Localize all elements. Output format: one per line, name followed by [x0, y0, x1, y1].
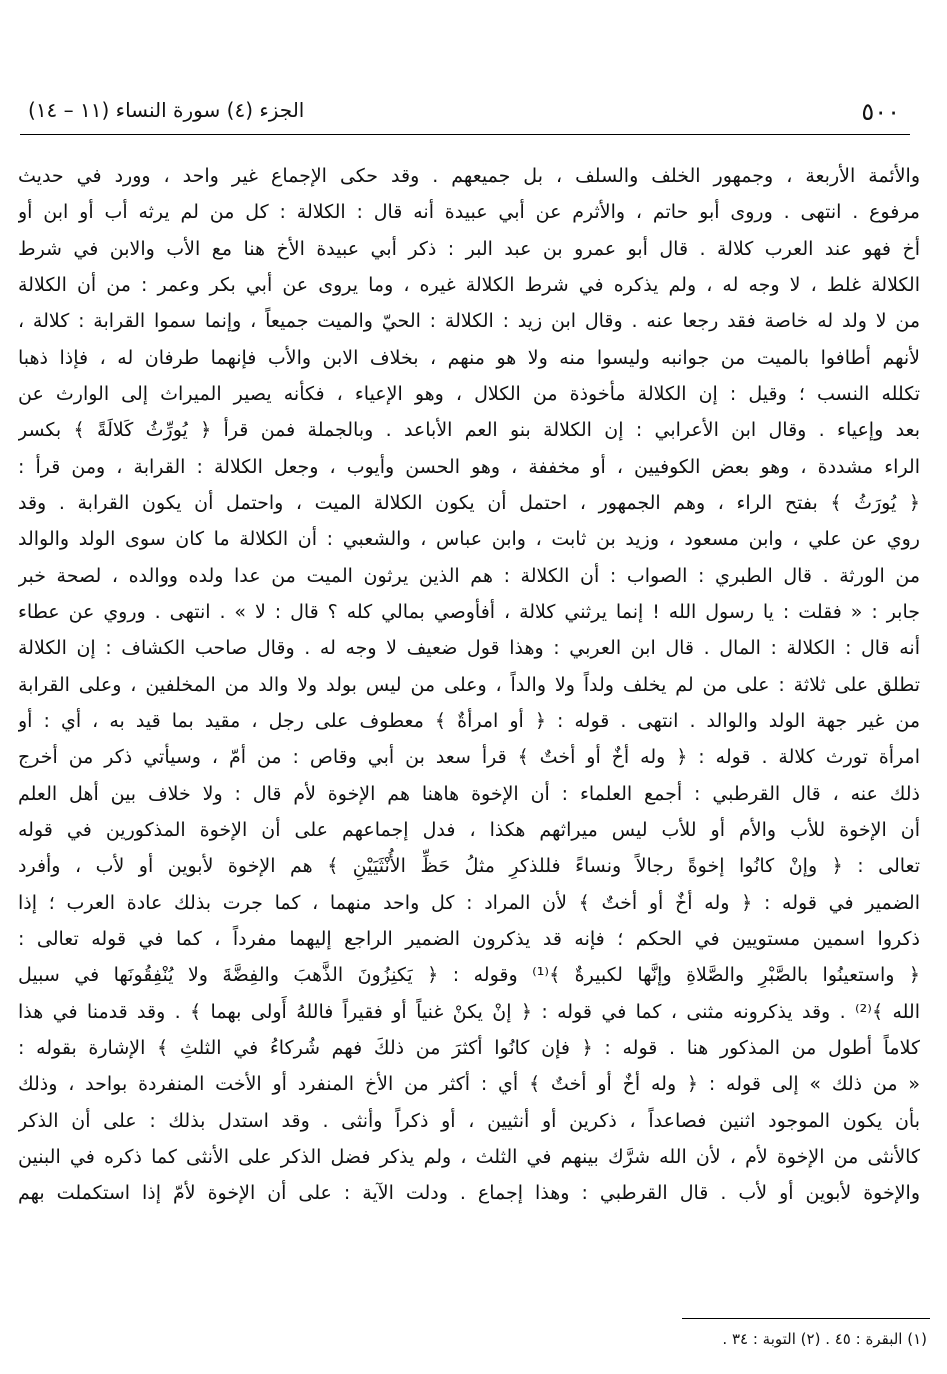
text-line: ذكروا اسمين مستويين في الحكم ؛ فإنه قد يذكرون الضمير الراجع إليهما مفرداً ، كما في قوله تعالى :: [18, 927, 920, 950]
text-line: جابر : « فقلت : يا رسول الله ! إنما يرثني كلالة ، أفأوصي بمالي كله ؟ قال : لا » . انتهى . وروي عن عطاء: [18, 600, 920, 623]
text-line: الضمير في قوله : ﴿ وله أخٌ أو أختٌ ﴾ لأن المراد : كل واحد منهما ، كما جرت بذلك عادة العرب ؛ إذا: [18, 891, 920, 914]
text-line: ﴿ يُورَثُ ﴾ بفتح الراء ، وهم الجمهور ، احتمل أن يكون الكلالة الميت ، واحتمل أن يكون القرابة . وقد: [18, 491, 920, 514]
page-number: ٥٠٠: [861, 98, 900, 126]
text-line: من لا ولد له خاصة فقد رجعا عنه . وقال ابن زيد : الكلالة : الحيّ والميت جميعاً ، وإنما سموا القرابة : كلالة ،: [18, 310, 920, 333]
text-line: من غير جهة الولد والوالد . انتهى . قوله : ﴿ أو امرأةٌ ﴾ معطوف على رجل ، مقيد بما قيد به ، أي : أو: [18, 709, 920, 732]
header-rule: [20, 134, 910, 135]
text-line: روي عن علي ، وابن مسعود ، وزيد بن ثابت ، وابن عباس ، والشعبي : أن الكلالة ما كان سوى الولد والوالد: [18, 528, 920, 551]
text-line: أنه قال : الكلالة : المال . قال ابن العربي : وهذا قول ضعيف لا وجه له . وقال صاحب الكشاف : إن الكلالة: [18, 637, 920, 660]
text-line: والأئمة الأربعة ، وجمهور الخلف والسلف ، بل جميعهم . وقد حكى الإجماع غير واحد ، وورد في حديث: [18, 165, 920, 187]
main-text: [18, 158, 920, 1212]
page-header: [20, 98, 910, 128]
text-line: تكلله النسب ؛ وقيل : إن الكلالة مأخوذة من الكلال ، وهو الإعياء ، فكأنه يصير الميراث إلى الوارث عن: [18, 382, 920, 405]
text-line: الراء مشددة ، وهو بعض الكوفيين ، أو مخففة ، وهو الحسن وأيوب ، وجعل الكلالة : القرابة ، ومن قرأ :: [18, 455, 920, 478]
text-line: بأن يكون الموجود اثنين فصاعداً ، ذكرين أو أنثيين ، أو ذكراً وأنثى . وقد استدل بذلك : على أن الذكر: [18, 1109, 920, 1132]
text-line: ذلك عنه ، قال القرطبي : أجمع العلماء : أن الإخوة هاهنا هم الإخوة لأم قال : ولا خلاف بين أهل العلم: [18, 782, 920, 805]
text-line: الله ﴾⁽²⁾ . وقد يذكرونه مثنى ، كما في قوله : ﴿ إنْ يكنْ غنياً أو فقيراً فاللهُ أَولى بهما ﴾ . وقد قدمنا في هذا: [18, 1000, 920, 1023]
text-line: كلاماً أطول من المذكور هنا . قوله : ﴿ فإن كانُوا أكثرَ من ذلكَ فهم شُركاءُ في الثلثِ ﴾ الإشارة بقوله :: [18, 1036, 920, 1059]
text-line: كالأنثى من الإخوة لأم ، لأن الله شرَّك بينهم في الثلث ، ولم يذكر فضل الذكر على الأنثى كما ذكره في البنين: [18, 1145, 920, 1168]
text-line: بعد وإعياء . وقال ابن الأعرابي : إن الكلالة بنو العم الأباعد . وبالجملة فمن قرأ ﴿ يُورِّثُ كَلالَةً ﴾ بكسر: [18, 419, 920, 442]
text-line: من الورثة . قال الطبري : الصواب : أن الكلالة : هم الذين يرثون الميت من عدا ولده ووالده ، لصحة خبر: [18, 564, 920, 587]
footnote-rule: [682, 1318, 930, 1319]
text-line: امرأة تورث كلالة . قوله : ﴿ وله أخٌ أو أختٌ ﴾ قرأ سعد بن أبي وقاص : من أمّ ، وسيأتي ذكر من أخرج: [18, 746, 920, 769]
footnotes: (١) البقرة : ٤٥ . (٢) التوبة : ٣٤ .: [722, 1330, 927, 1348]
text-line: مرفوع . انتهى . وروى أبو حاتم ، والأثرم عن أبي عبيدة أنه قال : الكلالة : كل من لم يرثه أب أو ابن أو: [18, 201, 920, 224]
text-line: أخ فهو عند العرب كلالة . قال أبو عمرو بن عبد البر : ذكر أبي عبيدة الأخ هنا مع الأب والابن في شرط: [18, 237, 920, 260]
text-line: لأنهم أطافوا بالميت من جوانبه وليسوا منه ولا هو منهم ، بخلاف الابن والأب فإنهما طرفان له ، فإذا ذهبا: [18, 346, 920, 369]
text-line: ﴿ واستعينُوا بالصَّبْرِ والصَّلاةِ وإنَّها لكبيرةٌ ﴾⁽¹⁾ وقوله : ﴿ يَكنِزُونَ الذَّهبَ والفِضَّةَ ولا يُنْفِقُونَها في سبيل: [18, 964, 920, 987]
text-line: الكلالة غلط ، لا وجه له ، ولم يذكره في شرط الكلالة غيره ، وما يروى عن أبي بكر وعمر : من أن الكلالة: [18, 273, 920, 296]
text-line: تطلق على ثلاثة : على من لم يخلف ولداً ولا والداً ، وعلى من ليس بولد ولا والد من المخلفين ، وعلى القرابة: [18, 673, 920, 696]
text-line: والإخوة لأبوين أو لأب . قال القرطبي : وهذا إجماع . ودلت الآية : على أن الإخوة لأمّ إذا استكملت بهم: [18, 1182, 920, 1205]
running-title: الجزء (٤) سورة النساء (١١ – ١٤): [28, 98, 305, 122]
text-line: أن الإخوة للأب والأم أو للأب ليس ميراثهم هكذا ، فدل إجماعهم على أن الإخوة المذكورين في قوله: [18, 818, 920, 841]
text-line: تعالى : ﴿ وإنْ كانُوا إخوةً رجالاً ونساءً فللذكرِ مثلُ حَظِّ الأُنْثَيَيْنِ ﴾ هم الإخوة لأبوين أو لأب ، وأفرد: [18, 855, 920, 878]
text-line: « من ذلك » إلى قوله : ﴿ وله أخٌ أو أختٌ ﴾ أي : أكثر من الأخ المنفرد أو الأخت المنفردة بواحد ، وذلك: [18, 1073, 920, 1096]
